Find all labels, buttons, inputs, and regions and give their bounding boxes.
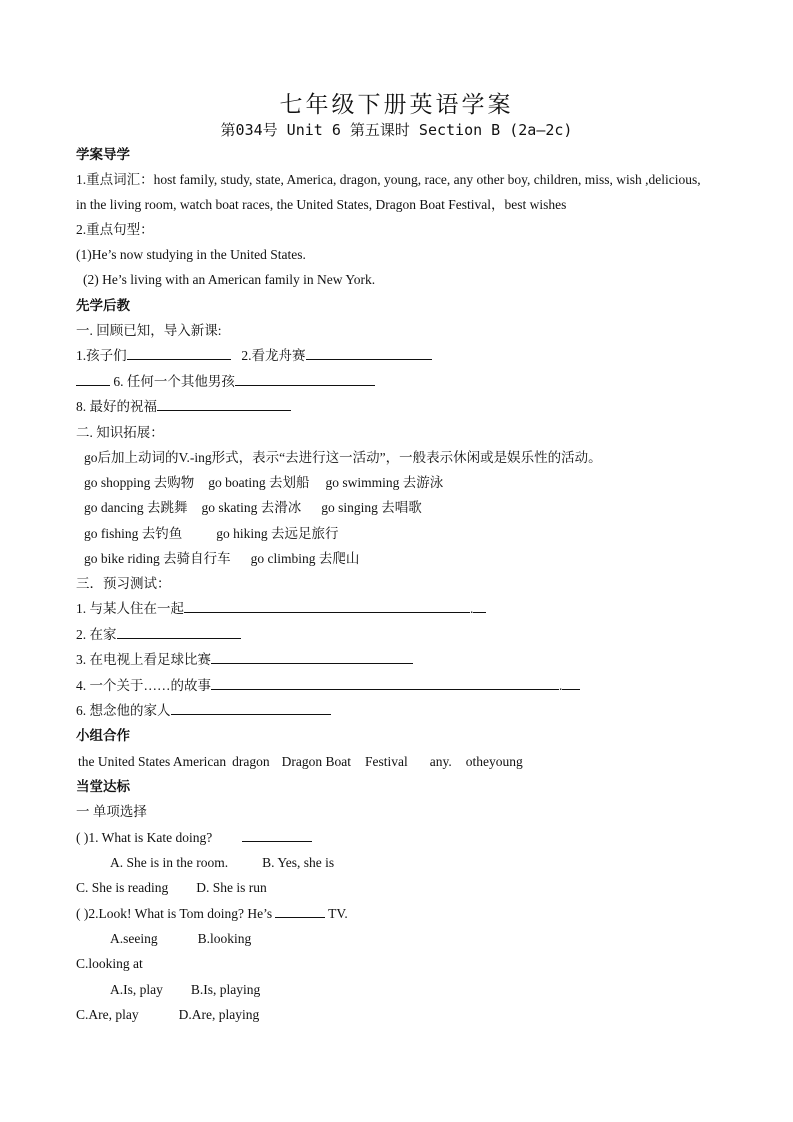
answer-parentheses[interactable]: ( ) <box>76 830 89 845</box>
review-item-1-2 <box>76 347 432 365</box>
option-a: A. She is in the room. <box>110 855 229 870</box>
example-row-4 <box>84 550 359 568</box>
answer-blank[interactable] <box>171 702 331 715</box>
review-item-1-label: 1.孩子们 <box>76 348 127 363</box>
pretest-item-2 <box>76 626 241 644</box>
section-heading-class-test: 当堂达标 <box>76 779 130 795</box>
pretest-heading: 三．预习测试： <box>76 576 171 591</box>
question-3-options-cd <box>76 1006 259 1024</box>
vocab-line-1: 1.重点词汇：host family, study, state, America, dragon, young, race, any other boy, children, miss, wish ,delicious, <box>76 172 701 187</box>
pretest-item-label: 3. 在电视上看足球比赛 <box>76 652 211 667</box>
option-d: D. She is run <box>196 880 267 895</box>
page-title: 七年级下册英语学案 <box>279 92 514 117</box>
word-item: otheyoung <box>465 754 523 769</box>
example-row-2 <box>84 499 422 517</box>
grammar-rule: go后加上动词的V.-ing形式，表示“去进行这一活动”，一般表示休闲或是娱乐性的活动。 <box>84 450 602 465</box>
review-item-6-label: 6. 任何一个其他男孩 <box>113 374 235 389</box>
pretest-item-4 <box>76 677 580 695</box>
answer-blank[interactable] <box>157 398 291 411</box>
option-a: A.Is, play <box>110 982 163 997</box>
example-phrase: go skating 去滑冰 <box>201 500 302 515</box>
question-2 <box>76 905 348 923</box>
example-row-3 <box>84 525 339 543</box>
answer-blank[interactable] <box>211 651 413 664</box>
question-1-options-cd <box>76 879 267 897</box>
answer-blank[interactable] <box>184 600 470 613</box>
question-2-option-c: C.looking at <box>76 956 143 971</box>
example-phrase: go boating 去划船 <box>208 475 310 490</box>
answer-blank[interactable] <box>211 677 559 690</box>
example-phrase: go climbing 去爬山 <box>250 551 360 566</box>
question-2-options-ab <box>110 930 251 948</box>
example-phrase: go singing 去唱歌 <box>321 500 422 515</box>
example-phrase: go dancing 去跳舞 <box>84 500 188 515</box>
word-item: Dragon Boat <box>281 754 351 769</box>
multiple-choice-heading: 一 单项选择 <box>76 804 147 819</box>
answer-parentheses[interactable]: ( ) <box>76 906 89 921</box>
question-3-options-ab <box>110 981 260 999</box>
period-mark: . <box>559 678 563 693</box>
option-a: A.seeing <box>110 931 158 946</box>
question-1 <box>76 829 312 847</box>
review-item-8-label: 8. 最好的祝福 <box>76 399 157 414</box>
pretest-item-6 <box>76 702 331 720</box>
example-phrase: go swimming 去游泳 <box>325 475 444 490</box>
answer-blank[interactable] <box>117 626 241 639</box>
question-2-text: 2.Look! What is Tom doing? He’s <box>88 906 273 921</box>
answer-blank[interactable] <box>562 677 580 690</box>
review-item-2-label: 2.看龙舟赛 <box>241 348 306 363</box>
question-1-text: 1. What is Kate doing? <box>88 830 213 845</box>
option-b: B. Yes, she is <box>262 855 335 870</box>
example-phrase: go shopping 去购物 <box>84 475 195 490</box>
group-word-list <box>78 753 523 771</box>
sentence-2: (2) He’s living with an American family in New York. <box>83 272 376 287</box>
option-b: B.Is, playing <box>190 982 261 997</box>
pretest-item-label: 4. 一个关于……的故事 <box>76 678 211 693</box>
answer-blank[interactable] <box>242 829 312 842</box>
period-mark: . <box>470 601 474 616</box>
answer-blank[interactable] <box>235 373 375 386</box>
example-phrase: go hiking 去远足旅行 <box>216 526 339 541</box>
option-d: D.Are, playing <box>178 1007 260 1022</box>
word-item: dragon <box>232 754 270 769</box>
word-item: the United States American <box>78 754 227 769</box>
option-b: B.looking <box>197 931 252 946</box>
pretest-item-3 <box>76 651 413 669</box>
answer-blank[interactable] <box>275 905 325 918</box>
pretest-item-label: 2. 在家 <box>76 627 117 642</box>
option-c: C.Are, play <box>76 1007 139 1022</box>
word-item: any. <box>429 754 452 769</box>
section-heading-group-work: 小组合作 <box>76 728 130 744</box>
answer-blank[interactable] <box>473 600 486 613</box>
pretest-item-1 <box>76 600 486 618</box>
answer-blank[interactable] <box>306 347 432 360</box>
question-1-options-ab <box>110 854 334 872</box>
vocab-line-2: in the living room, watch boat races, the United States, Dragon Boat Festival，best wishes <box>76 197 567 212</box>
pretest-item-label: 1. 与某人住在一起 <box>76 601 184 616</box>
knowledge-heading: 二. 知识拓展： <box>76 425 164 440</box>
section-heading-study-guide: 学案导学 <box>76 147 130 163</box>
section-heading-pre-learning: 先学后教 <box>76 298 130 314</box>
page-subtitle: 第034号 Unit 6 第五课时 Section B (2a—2c) <box>220 121 573 139</box>
sentence-1: (1)He’s now studying in the United States. <box>76 247 306 262</box>
example-phrase: go bike riding 去骑自行车 <box>84 551 231 566</box>
review-item-6 <box>76 373 375 391</box>
sentence-heading: 2.重点句型： <box>76 222 154 237</box>
question-2-end: TV. <box>328 906 348 921</box>
example-phrase: go fishing 去钓鱼 <box>84 526 183 541</box>
pretest-item-label: 6. 想念他的家人 <box>76 703 171 718</box>
review-heading: 一. 回顾已知，导入新课: <box>76 323 222 338</box>
word-item: Festival <box>364 754 408 769</box>
review-item-8 <box>76 398 291 416</box>
answer-blank[interactable] <box>76 373 110 386</box>
answer-blank[interactable] <box>127 347 231 360</box>
example-row-1 <box>84 474 443 492</box>
option-c: C. She is reading <box>76 880 169 895</box>
